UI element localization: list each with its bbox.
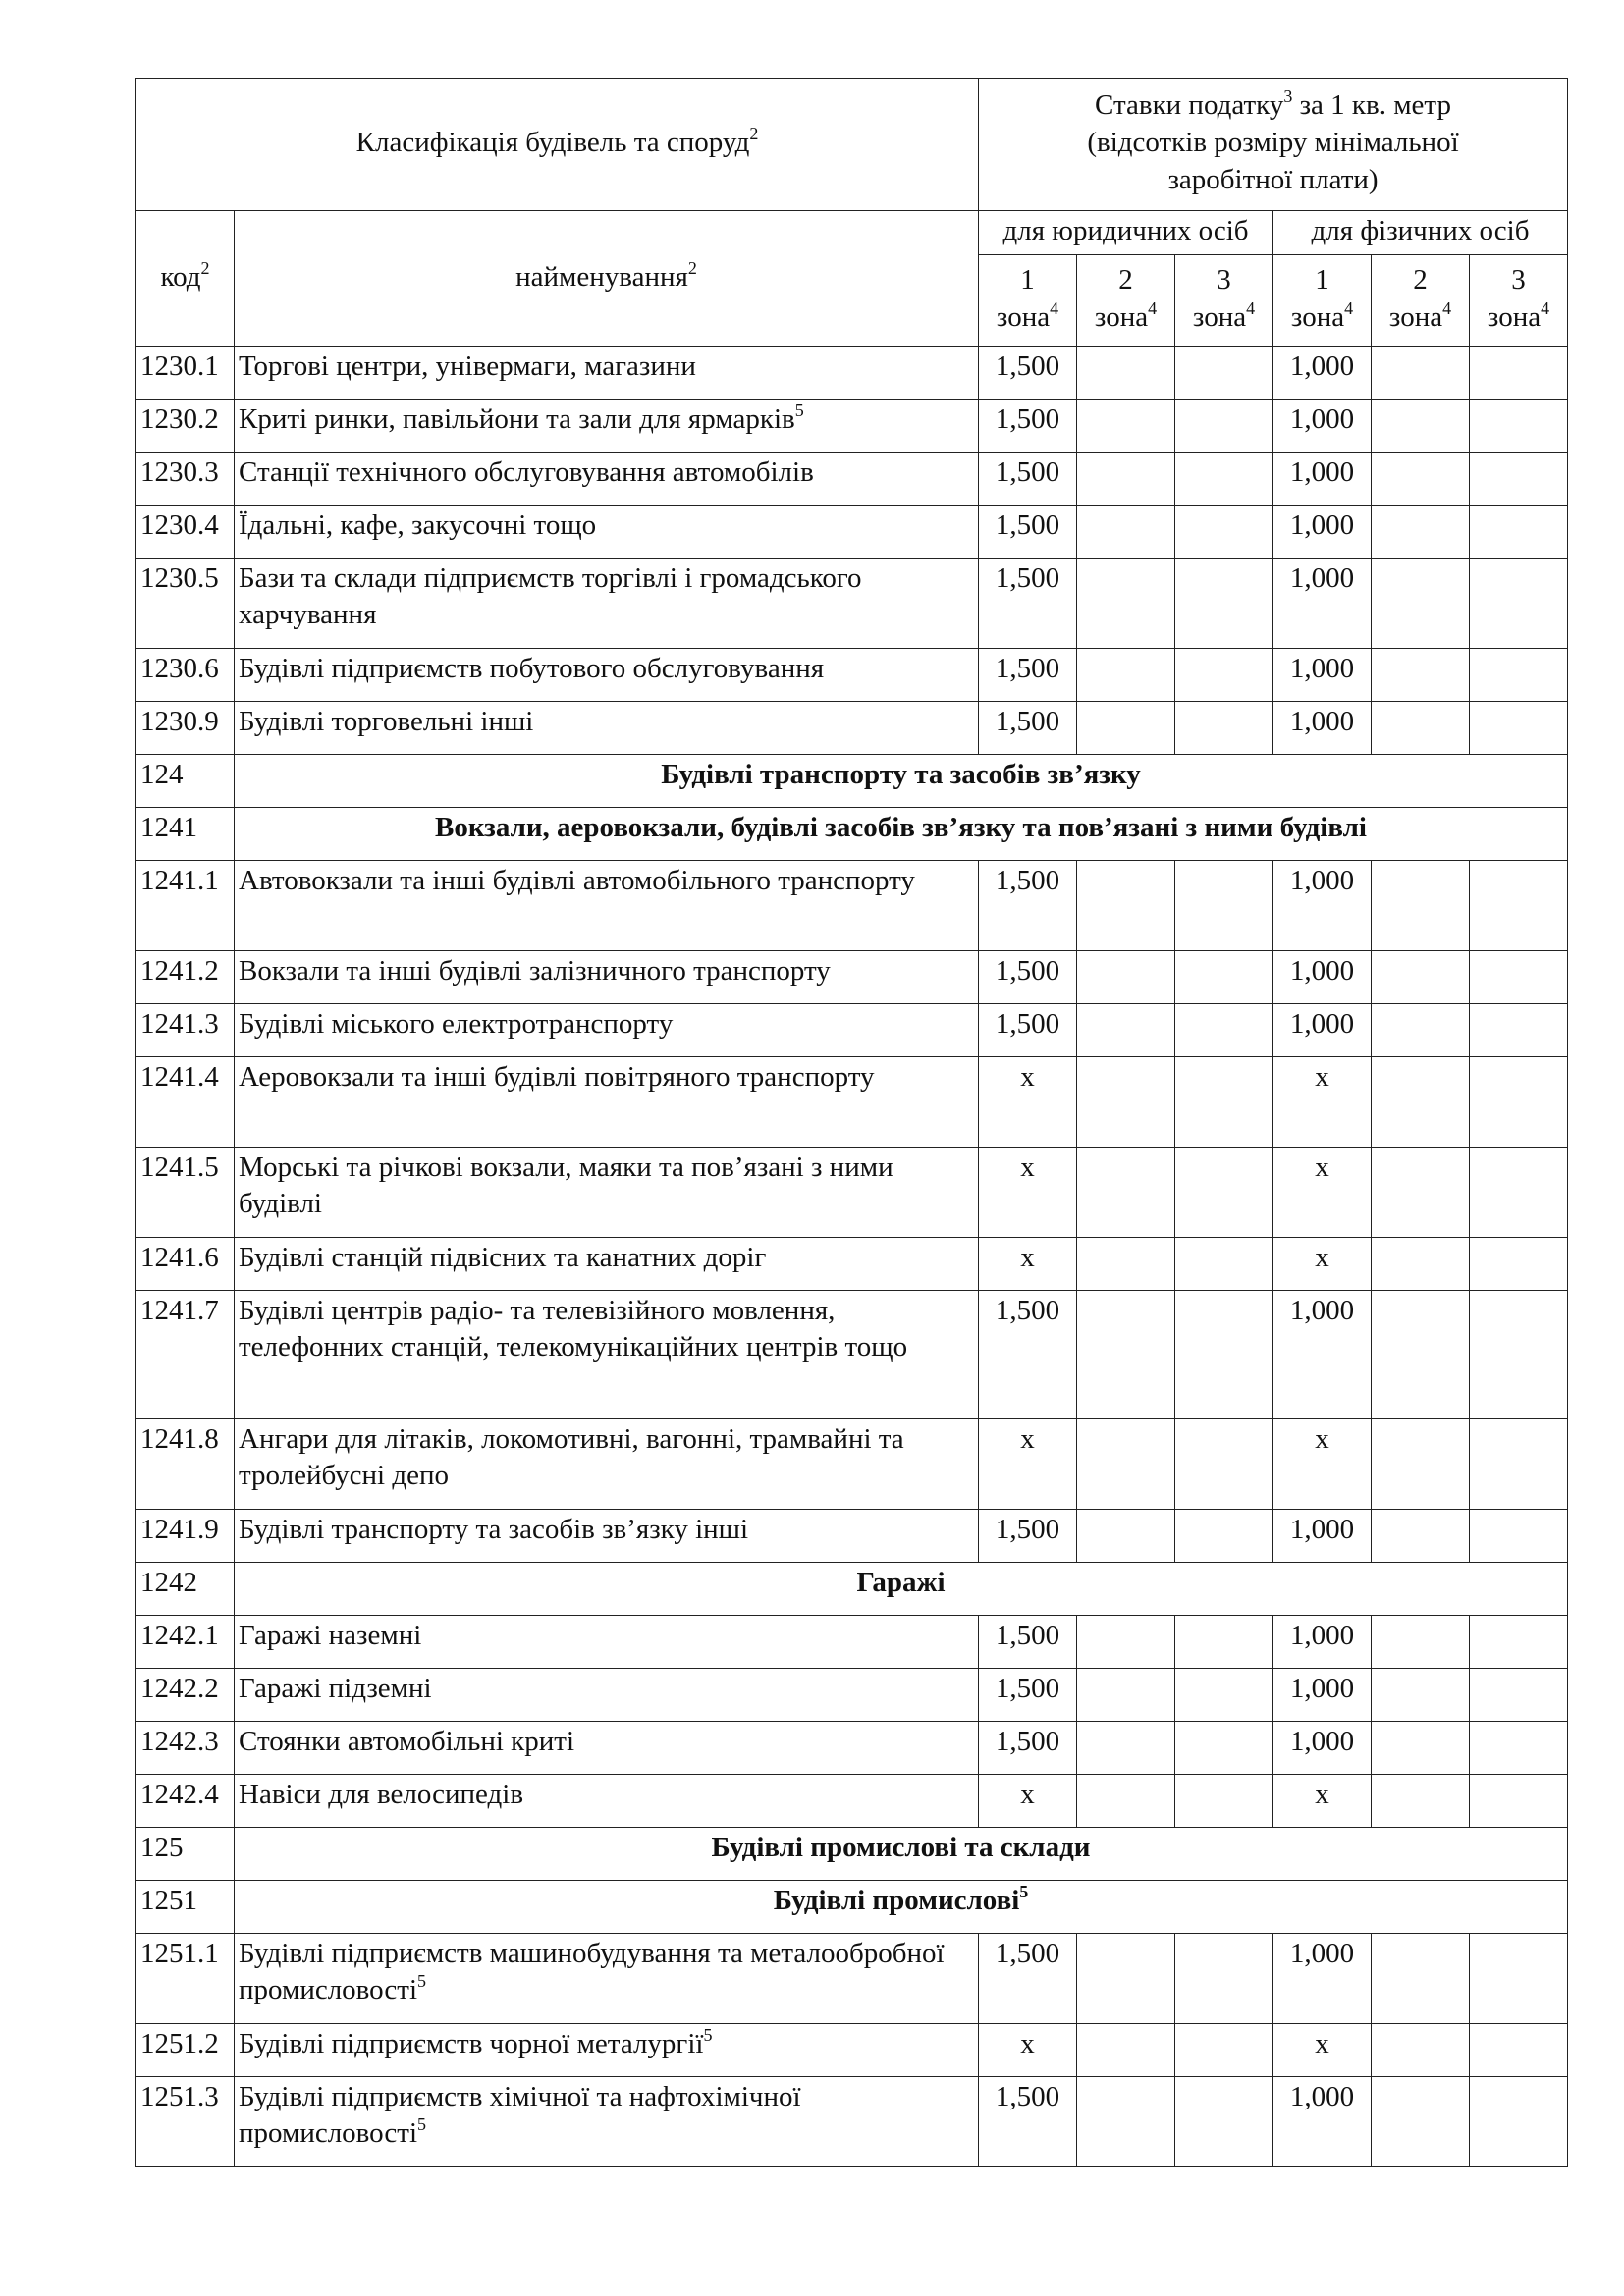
row-code: 1241.8 [136,1418,235,1509]
row-name [235,2076,979,2166]
rate-individual-zone3 [1470,1418,1568,1509]
rate-legal-zone2 [1077,452,1175,505]
rate-legal-zone3 [1175,1774,1273,1827]
row-name-text: Аеровокзали та інші будівлі повітряного транспорту [239,1060,875,1093]
rate-individual-zone2 [1372,1290,1470,1418]
row-footnote: 5 [794,400,804,420]
rate-legal-zone2 [1077,1237,1175,1290]
row-code: 1241.5 [136,1147,235,1237]
row-code: 1241.7 [136,1290,235,1418]
rate-individual-zone1: 1,000 [1273,346,1372,399]
zone-footnote: 4 [1344,297,1354,318]
section-row [136,1880,1568,1933]
rate-legal-zone2 [1077,1933,1175,2023]
rate-legal-zone2 [1077,1668,1175,1721]
zone-number: 2 [1413,264,1428,295]
row-name-text: Навіси для велосипедів [239,1778,524,1810]
row-name-text: Морські та річкові вокзали, маяки та пов’язані з ними будівлі [239,1150,893,1220]
table-row [136,648,1568,701]
table-row [136,1774,1568,1827]
row-code: 1230.5 [136,558,235,648]
rate-legal-zone2 [1077,2076,1175,2166]
rate-legal-zone2 [1077,346,1175,399]
row-name [235,1003,979,1056]
rate-individual-zone1: 1,000 [1273,860,1372,950]
row-code: 1230.3 [136,452,235,505]
row-code: 1230.4 [136,505,235,558]
rate-individual-zone1: 1,000 [1273,1668,1372,1721]
table-row [136,1418,1568,1509]
table-row [136,558,1568,648]
rate-individual-zone1: х [1273,1147,1372,1237]
classification-header-text: Класифікація будівель та споруд [355,127,750,159]
row-name [235,860,979,950]
rate-individual-zone2 [1372,1003,1470,1056]
row-name [235,1056,979,1147]
code-footnote: 2 [200,257,210,278]
rate-individual-zone1: 1,000 [1273,701,1372,754]
rate-legal-zone3 [1175,346,1273,399]
rate-individual-zone2 [1372,1237,1470,1290]
row-name-text: Торгові центри, універмаги, магазини [239,349,696,382]
row-code: 1230.2 [136,399,235,452]
rate-individual-zone1: 1,000 [1273,648,1372,701]
row-name-text: Станції технічного обслуговування автомобілів [239,455,814,488]
rate-legal-zone1: 1,500 [979,1003,1077,1056]
rate-legal-zone3 [1175,1237,1273,1290]
rate-legal-zone2 [1077,1721,1175,1774]
rate-individual-zone2 [1372,701,1470,754]
table-row [136,1721,1568,1774]
row-code: 1251.3 [136,2076,235,2166]
rate-legal-zone3 [1175,701,1273,754]
zone-word: зона [1290,300,1345,333]
rate-individual-zone3 [1470,860,1568,950]
zone-header [1372,254,1470,346]
row-name [235,1933,979,2023]
section-code: 125 [136,1827,235,1880]
tax-rates-footnote: 3 [1283,86,1293,107]
rate-legal-zone3 [1175,950,1273,1003]
row-name-text: Стоянки автомобільні криті [239,1725,575,1757]
row-name-text: Вокзали та інші будівлі залізничного транспорту [239,954,831,987]
row-name [235,558,979,648]
zone-footnote: 4 [1541,297,1550,318]
rate-legal-zone2 [1077,1774,1175,1827]
row-name [235,346,979,399]
rate-individual-zone3 [1470,399,1568,452]
section-title-text: Будівлі промислові та склади [711,1831,1091,1863]
row-name-text: Бази та склади підприємств торгівлі і громадського харчування [239,561,862,631]
tax-rates-header [979,79,1568,211]
classification-header [136,79,979,211]
rate-individual-zone3 [1470,1933,1568,2023]
rate-legal-zone2 [1077,1056,1175,1147]
row-name-text: Будівлі підприємств побутового обслуговування [239,652,825,684]
rate-legal-zone1: 1,500 [979,701,1077,754]
rate-legal-zone3 [1175,1003,1273,1056]
rate-individual-zone2 [1372,1721,1470,1774]
zone-footnote: 4 [1148,297,1158,318]
row-name [235,452,979,505]
rate-legal-zone3 [1175,1933,1273,2023]
rate-legal-zone1: х [979,1056,1077,1147]
rate-individual-zone1: 1,000 [1273,1721,1372,1774]
name-header-text: найменування [515,260,688,293]
rate-individual-zone1: 1,000 [1273,452,1372,505]
rate-legal-zone1: 1,500 [979,1668,1077,1721]
rate-individual-zone1: 1,000 [1273,1509,1372,1562]
rate-individual-zone3 [1470,648,1568,701]
rate-individual-zone1: х [1273,2023,1372,2076]
zone-header [1273,254,1372,346]
rate-legal-zone1: 1,500 [979,1721,1077,1774]
rate-legal-zone3 [1175,1668,1273,1721]
rate-legal-zone3 [1175,2076,1273,2166]
rate-individual-zone3 [1470,1003,1568,1056]
section-title [235,1562,1568,1615]
row-footnote: 5 [417,2114,427,2135]
rate-individual-zone1: 1,000 [1273,399,1372,452]
rate-individual-zone1: 1,000 [1273,558,1372,648]
rate-individual-zone1: 1,000 [1273,1290,1372,1418]
section-title [235,754,1568,807]
row-name [235,1290,979,1418]
rate-legal-zone3 [1175,1509,1273,1562]
row-name-text: Автовокзали та інші будівлі автомобільного транспорту [239,864,915,896]
rate-individual-zone3 [1470,558,1568,648]
table-row [136,1056,1568,1147]
zone-number: 2 [1118,264,1133,295]
rate-legal-zone3 [1175,1056,1273,1147]
code-header-text: код [160,260,201,293]
rate-legal-zone1: х [979,1147,1077,1237]
section-code: 1242 [136,1562,235,1615]
row-code: 1230.1 [136,346,235,399]
rate-individual-zone2 [1372,452,1470,505]
table-row [136,701,1568,754]
rate-legal-zone2 [1077,1290,1175,1418]
rate-individual-zone3 [1470,452,1568,505]
row-name [235,1668,979,1721]
row-name-text: Будівлі підприємств чорної металургії [239,2027,704,2059]
rate-individual-zone3 [1470,1237,1568,1290]
rate-legal-zone1: 1,500 [979,558,1077,648]
rate-legal-zone3 [1175,1290,1273,1418]
rate-legal-zone3 [1175,1418,1273,1509]
section-title [235,1880,1568,1933]
zone-header [1077,254,1175,346]
rate-legal-zone2 [1077,950,1175,1003]
rate-individual-zone2 [1372,1418,1470,1509]
rate-legal-zone3 [1175,558,1273,648]
table-row [136,346,1568,399]
rate-individual-zone2 [1372,860,1470,950]
rate-legal-zone1: 1,500 [979,860,1077,950]
row-name-text: Будівлі торговельні інші [239,705,534,737]
row-code: 1241.2 [136,950,235,1003]
table-row [136,1290,1568,1418]
section-row [136,807,1568,860]
classification-footnote: 2 [749,124,759,144]
row-name [235,1774,979,1827]
rate-legal-zone3 [1175,505,1273,558]
table-row [136,1615,1568,1668]
rate-legal-zone3 [1175,2023,1273,2076]
rate-individual-zone2 [1372,346,1470,399]
table-row [136,1933,1568,2023]
section-title [235,807,1568,860]
row-name-text: Будівлі міського електротранспорту [239,1007,674,1040]
row-footnote: 5 [417,1971,427,1992]
name-footnote: 2 [687,257,697,278]
row-name-text: Будівлі підприємств хімічної та нафтохімічної промисловості [239,2080,801,2150]
rate-legal-zone3 [1175,452,1273,505]
section-title-text: Будівлі промислові [773,1884,1020,1916]
rate-legal-zone3 [1175,399,1273,452]
zone-number: 1 [1315,264,1329,295]
table-row [136,399,1568,452]
rate-individual-zone2 [1372,1774,1470,1827]
section-code: 124 [136,754,235,807]
rate-legal-zone2 [1077,1003,1175,1056]
section-code: 1241 [136,807,235,860]
zone-number: 1 [1020,264,1035,295]
rate-individual-zone3 [1470,1056,1568,1147]
rate-legal-zone1: 1,500 [979,346,1077,399]
tax-rates-header-line2: (відсотків розміру мінімальної [1087,127,1459,159]
row-code: 1241.9 [136,1509,235,1562]
rate-individual-zone3 [1470,505,1568,558]
table-row [136,1668,1568,1721]
zone-number: 3 [1511,264,1526,295]
row-name-text: Будівлі центрів радіо- та телевізійного мовлення, телефонних станцій, телекомунікаційних центрів тощо [239,1294,908,1363]
rate-individual-zone3 [1470,1615,1568,1668]
row-code: 1242.4 [136,1774,235,1827]
rate-legal-zone1: 1,500 [979,1290,1077,1418]
zone-footnote: 4 [1246,297,1256,318]
zone-word: зона [1388,300,1443,333]
rate-individual-zone3 [1470,701,1568,754]
rate-legal-zone2 [1077,505,1175,558]
rate-legal-zone2 [1077,1147,1175,1237]
row-code: 1241.6 [136,1237,235,1290]
legal-entities-header: для юридичних осіб [979,211,1273,255]
zone-header [979,254,1077,346]
rate-individual-zone1: х [1273,1056,1372,1147]
rate-legal-zone2 [1077,399,1175,452]
table-row [136,1147,1568,1237]
rate-legal-zone1: 1,500 [979,2076,1077,2166]
table-row [136,1237,1568,1290]
tax-rates-table [135,78,1568,2167]
rate-individual-zone2 [1372,1056,1470,1147]
rate-legal-zone1: 1,500 [979,950,1077,1003]
rate-individual-zone3 [1470,1774,1568,1827]
rate-individual-zone1: 1,000 [1273,950,1372,1003]
row-footnote: 5 [703,2024,713,2045]
row-code: 1242.3 [136,1721,235,1774]
table-row [136,452,1568,505]
row-code: 1251.1 [136,1933,235,2023]
row-code: 1230.6 [136,648,235,701]
rate-legal-zone3 [1175,860,1273,950]
rate-individual-zone3 [1470,2076,1568,2166]
row-name [235,1615,979,1668]
row-code: 1230.9 [136,701,235,754]
rate-legal-zone1: 1,500 [979,648,1077,701]
rate-legal-zone3 [1175,1147,1273,1237]
zone-number: 3 [1217,264,1231,295]
rate-individual-zone2 [1372,2023,1470,2076]
section-title-text: Будівлі транспорту та засобів зв’язку [661,758,1141,790]
row-name [235,1147,979,1237]
rate-individual-zone2 [1372,505,1470,558]
rate-individual-zone2 [1372,1933,1470,2023]
row-name [235,1721,979,1774]
rate-individual-zone3 [1470,950,1568,1003]
rate-legal-zone1: 1,500 [979,1615,1077,1668]
table-row [136,2023,1568,2076]
rate-individual-zone3 [1470,1668,1568,1721]
rate-individual-zone2 [1372,558,1470,648]
row-code: 1241.1 [136,860,235,950]
row-name-text: Гаражі підземні [239,1672,432,1704]
individuals-header: для фізичних осіб [1273,211,1568,255]
rate-individual-zone2 [1372,1509,1470,1562]
row-name-text: Ангари для літаків, локомотивні, вагонні, трамвайні та тролейбусні депо [239,1422,904,1492]
tax-rates-header-line1: Ставки податку [1095,89,1284,122]
row-name-text: Будівлі станцій підвісних та канатних доріг [239,1241,767,1273]
zone-footnote: 4 [1050,297,1059,318]
row-name [235,2023,979,2076]
rate-legal-zone1: х [979,2023,1077,2076]
rate-individual-zone2 [1372,399,1470,452]
rate-individual-zone1: 1,000 [1273,1615,1372,1668]
table-row [136,1509,1568,1562]
rate-individual-zone1: х [1273,1774,1372,1827]
rate-legal-zone1: х [979,1774,1077,1827]
section-row [136,1562,1568,1615]
table-row [136,2076,1568,2166]
tax-rates-header-line3: заробітної плати) [1167,163,1379,195]
row-name-text: Гаражі наземні [239,1619,422,1651]
row-code: 1242.1 [136,1615,235,1668]
section-footnote: 5 [1019,1881,1029,1901]
rate-legal-zone2 [1077,558,1175,648]
rate-legal-zone3 [1175,1721,1273,1774]
row-name [235,950,979,1003]
rate-individual-zone1: х [1273,1418,1372,1509]
rate-legal-zone2 [1077,648,1175,701]
code-column-header [136,211,235,347]
table-row [136,505,1568,558]
rate-individual-zone3 [1470,1290,1568,1418]
rate-legal-zone2 [1077,1509,1175,1562]
zone-header [1470,254,1568,346]
section-title-text: Гаражі [856,1566,946,1598]
rate-individual-zone3 [1470,1147,1568,1237]
table-row [136,950,1568,1003]
rate-individual-zone2 [1372,950,1470,1003]
rate-legal-zone1: х [979,1418,1077,1509]
row-name [235,505,979,558]
row-name-text: Будівлі транспорту та засобів зв’язку інші [239,1513,749,1545]
zone-header [1175,254,1273,346]
tax-rates-header-line1-rest: за 1 кв. метр [1292,89,1451,122]
section-row [136,754,1568,807]
rate-individual-zone1: 1,000 [1273,1003,1372,1056]
rate-individual-zone3 [1470,1509,1568,1562]
rate-individual-zone2 [1372,1615,1470,1668]
rate-legal-zone3 [1175,1615,1273,1668]
section-row [136,1827,1568,1880]
rate-individual-zone1: 1,000 [1273,505,1372,558]
section-code: 1251 [136,1880,235,1933]
rate-legal-zone1: 1,500 [979,452,1077,505]
rate-individual-zone2 [1372,2076,1470,2166]
rate-individual-zone2 [1372,648,1470,701]
rate-legal-zone2 [1077,860,1175,950]
name-column-header [235,211,979,347]
rate-legal-zone2 [1077,1615,1175,1668]
rate-legal-zone1: х [979,1237,1077,1290]
zone-footnote: 4 [1442,297,1452,318]
row-name [235,1418,979,1509]
row-name-text: Будівлі підприємств машинобудування та металообробної промисловості [239,1937,945,2006]
rate-legal-zone1: 1,500 [979,1933,1077,2023]
rate-legal-zone2 [1077,701,1175,754]
row-name-text: Криті ринки, павільйони та зали для ярмарків [239,402,795,435]
rate-legal-zone1: 1,500 [979,399,1077,452]
table-row [136,860,1568,950]
rate-individual-zone2 [1372,1668,1470,1721]
rate-individual-zone1: х [1273,1237,1372,1290]
table-row [136,1003,1568,1056]
section-title [235,1827,1568,1880]
zone-word: зона [1094,300,1149,333]
rate-legal-zone2 [1077,2023,1175,2076]
rate-individual-zone1: 1,000 [1273,1933,1372,2023]
rate-individual-zone3 [1470,2023,1568,2076]
table-body [136,346,1568,2166]
rate-legal-zone2 [1077,1418,1175,1509]
row-code: 1242.2 [136,1668,235,1721]
zone-word: зона [1192,300,1247,333]
rate-individual-zone1: 1,000 [1273,2076,1372,2166]
rate-individual-zone2 [1372,1147,1470,1237]
zone-word: зона [1487,300,1542,333]
section-title-text: Вокзали, аеровокзали, будівлі засобів зв’язку та пов’язані з ними будівлі [435,811,1367,843]
row-name [235,399,979,452]
rate-legal-zone1: 1,500 [979,1509,1077,1562]
row-code: 1241.3 [136,1003,235,1056]
row-name-text: Їдальні, кафе, закусочні тощо [239,508,597,541]
row-code: 1251.2 [136,2023,235,2076]
rate-legal-zone3 [1175,648,1273,701]
rate-individual-zone3 [1470,346,1568,399]
rate-legal-zone1: 1,500 [979,505,1077,558]
zone-word: зона [996,300,1051,333]
row-code: 1241.4 [136,1056,235,1147]
row-name [235,701,979,754]
row-name [235,1237,979,1290]
row-name [235,1509,979,1562]
rate-individual-zone3 [1470,1721,1568,1774]
row-name [235,648,979,701]
